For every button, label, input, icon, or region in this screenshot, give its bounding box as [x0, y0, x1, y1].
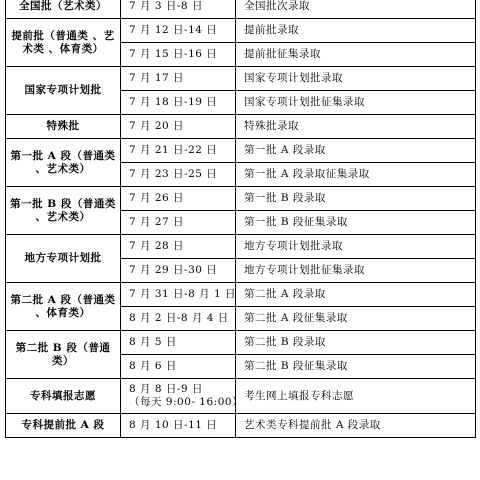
batch-name-cell: 提前批（普通类 、艺术类 、体育类）: [6, 19, 121, 67]
description-cell: 第一批 B 段录取: [236, 187, 476, 211]
date-cell: 7 月 12 日-14 日: [121, 19, 236, 43]
description-cell: 第二批 B 段征集录取: [236, 355, 476, 379]
date-cell: 7 月 26 日: [121, 187, 236, 211]
date-cell: 8 月 10 日-11 日: [121, 414, 236, 438]
table-row: [6, 0, 476, 19]
batch-name-cell: 全国批（艺术类）: [6, 0, 121, 19]
description-cell: 第一批 A 段录取征集录取: [236, 163, 476, 187]
table-row: [6, 139, 476, 163]
schedule-table-body: [6, 0, 476, 438]
description-cell: 第一批 B 段征集录取: [236, 211, 476, 235]
description-cell: 国家专项计划批征集录取: [236, 91, 476, 115]
description-cell: 提前批录取: [236, 19, 476, 43]
description-cell: 特殊批录取: [236, 115, 476, 139]
date-cell: 7 月 23 日-25 日: [121, 163, 236, 187]
table-row: [6, 187, 476, 211]
description-cell: 第二批 A 段征集录取: [236, 307, 476, 331]
table-row: [6, 19, 476, 43]
description-cell: 国家专项计划批录取: [236, 67, 476, 91]
batch-name-cell: 第一批 B 段（普通类 、艺术类）: [6, 187, 121, 235]
date-cell: 7 月 17 日: [121, 67, 236, 91]
date-cell: 8 月 2 日-8 月 4 日: [121, 307, 236, 331]
date-cell: 8 月 6 日: [121, 355, 236, 379]
description-cell: 提前批征集录取: [236, 43, 476, 67]
batch-name-cell: 地方专项计划批: [6, 235, 121, 283]
date-cell: 7 月 28 日: [121, 235, 236, 259]
batch-name-cell: 第二批 B 段（普通类）: [6, 331, 121, 379]
table-row: [6, 379, 476, 414]
date-cell: 7 月 18 日-19 日: [121, 91, 236, 115]
description-cell: 第二批 B 段录取: [236, 331, 476, 355]
description-cell: 考生网上填报专科志愿: [236, 379, 476, 414]
batch-name-cell: 第二批 A 段（普通类 、体育类）: [6, 283, 121, 331]
date-cell: 7 月 3 日-8 日: [121, 0, 236, 19]
date-cell: 7 月 31 日-8 月 1 日: [121, 283, 236, 307]
table-row: [6, 414, 476, 438]
batch-name-cell: 专科填报志愿: [6, 379, 121, 414]
table-row: [6, 235, 476, 259]
table-row: [6, 67, 476, 91]
description-cell: 第一批 A 段录取: [236, 139, 476, 163]
table-row: [6, 283, 476, 307]
date-cell: 7 月 15 日-16 日: [121, 43, 236, 67]
description-cell: 艺术类专科提前批 A 段录取: [236, 414, 476, 438]
date-cell: 7 月 20 日: [121, 115, 236, 139]
date-cell: 7 月 29 日-30 日: [121, 259, 236, 283]
table-row: [6, 115, 476, 139]
date-cell: 8 月 5 日: [121, 331, 236, 355]
batch-name-cell: 国家专项计划批: [6, 67, 121, 115]
batch-name-cell: 专科提前批 A 段: [6, 414, 121, 438]
description-cell: 第二批 A 段录取: [236, 283, 476, 307]
date-cell: 7 月 21 日-22 日: [121, 139, 236, 163]
batch-name-cell: 第一批 A 段（普通类 、艺术类）: [6, 139, 121, 187]
description-cell: 地方专项计划批录取: [236, 235, 476, 259]
description-cell: 全国批次录取: [236, 0, 476, 19]
table-row: [6, 331, 476, 355]
description-cell: 地方专项计划批征集录取: [236, 259, 476, 283]
date-cell: 7 月 27 日: [121, 211, 236, 235]
admission-schedule-table: [5, 0, 476, 438]
batch-name-cell: 特殊批: [6, 115, 121, 139]
date-cell: 8 月 8 日-9 日 （每天 9:00- 16:00）: [121, 379, 236, 414]
